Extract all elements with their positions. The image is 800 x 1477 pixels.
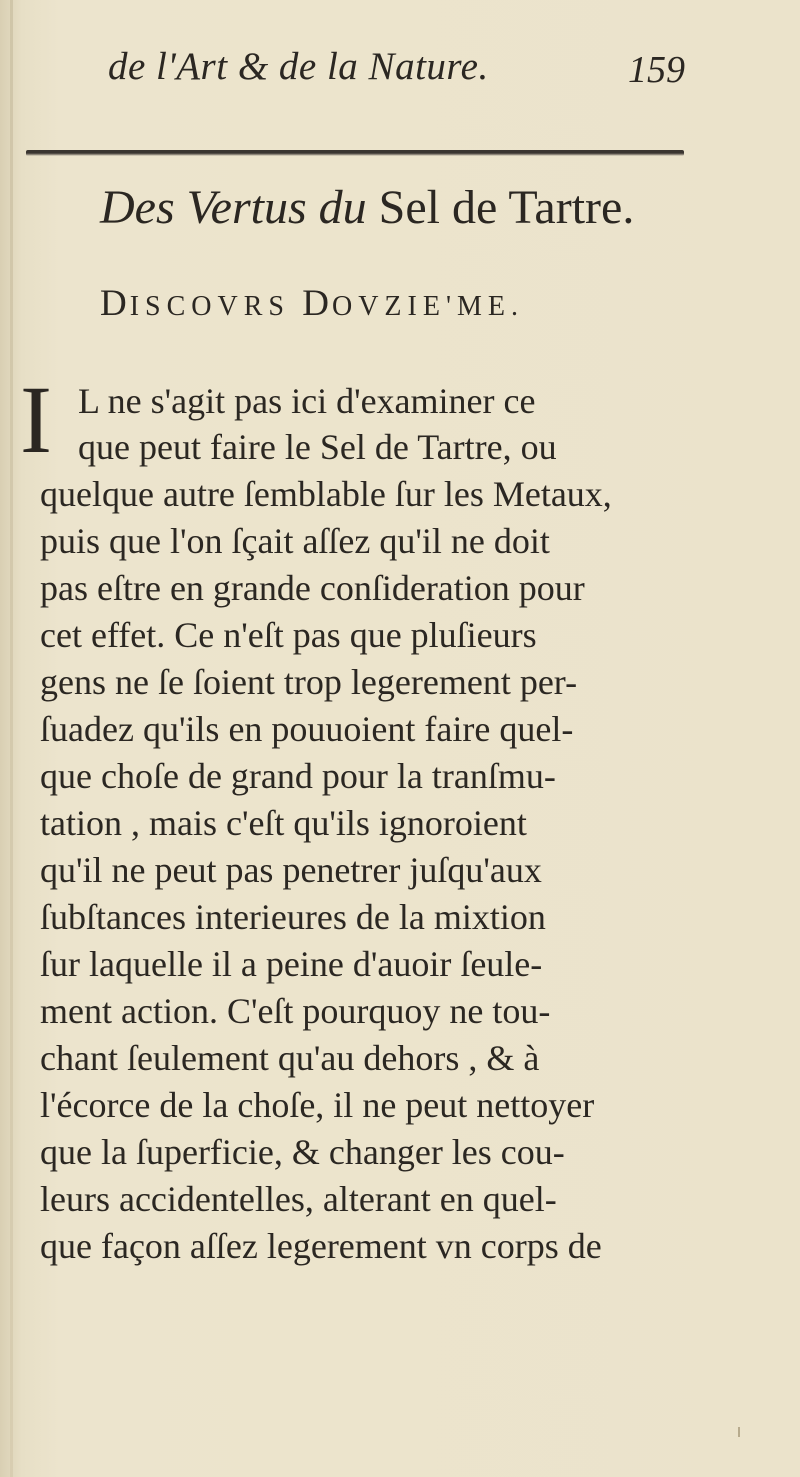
text-line: chant ſeulement qu'au dehors , & à: [40, 1038, 540, 1078]
text-line: cet effet. Ce n'eſt pas que pluſieurs: [40, 615, 537, 655]
discourse-heading: [100, 282, 524, 325]
page-number: 159: [628, 49, 685, 91]
text-line: quelque autre ſemblable ſur les Metaux,: [40, 474, 612, 514]
discourse-cap-1: D: [100, 283, 130, 324]
header-rule: [26, 150, 684, 156]
text-line: pas eſtre en grande conſideration pour: [40, 568, 585, 608]
discourse-rest-2: OVZIE'ME.: [331, 291, 525, 322]
text-line: ſubſtances interieures de la mixtion: [40, 897, 546, 937]
section-title-italic: Des Vertus du: [100, 181, 367, 234]
running-head: [108, 38, 708, 98]
discourse-rest-1: ISCOVRS: [129, 291, 290, 322]
text-line: qu'il ne peut pas penetrer juſqu'aux: [40, 850, 542, 890]
text-line: que choſe de grand pour la tranſmu-: [40, 756, 556, 796]
text-line: leurs accidentelles, alterant en quel-: [40, 1179, 557, 1219]
text-line: L ne s'agit pas ici d'examiner ce: [78, 381, 536, 421]
text-line: l'écorce de la choſe, il ne peut nettoyer: [40, 1085, 595, 1125]
drop-cap: I: [20, 366, 52, 473]
text-line: puis que l'on ſçait aſſez qu'il ne doit: [40, 521, 550, 561]
text-line: ſur laquelle il a peine d'auoir ſeule-: [40, 944, 543, 984]
text-line: ment action. C'eſt pourquoy ne tou-: [40, 991, 551, 1031]
text-line: tation , mais c'eſt qu'ils ignoroient: [40, 803, 527, 843]
paper-speck: [738, 1427, 740, 1437]
running-title: de l'Art & de la Nature.: [108, 45, 489, 88]
text-line: ſuadez qu'ils en pouuoient faire quel-: [40, 709, 574, 749]
text-line: que façon aſſez legerement vn corps de: [40, 1226, 602, 1266]
section-title-roman: Sel de Tartre.: [378, 181, 635, 234]
text-line: que la ſuperficie, & changer les cou-: [40, 1132, 565, 1172]
text-line: gens ne ſe ſoient trop legerement per-: [40, 662, 578, 702]
text-line: que peut faire le Sel de Tartre, ou: [78, 427, 557, 467]
gutter-shadow: [10, 0, 13, 1477]
discourse-cap-2: D: [302, 283, 332, 324]
section-title: [100, 180, 740, 235]
